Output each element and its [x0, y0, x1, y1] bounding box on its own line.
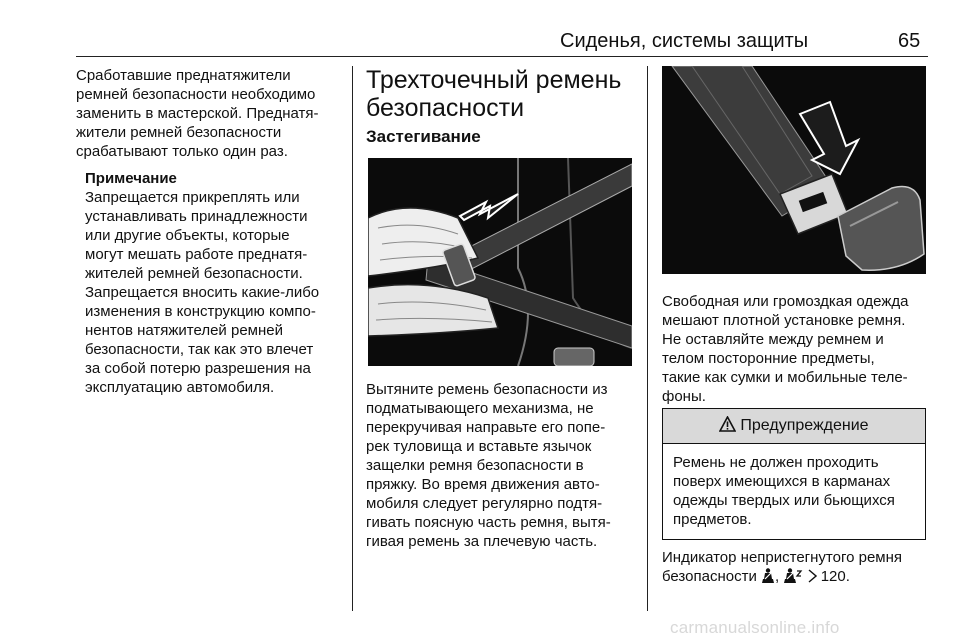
- column-divider-right: [647, 66, 648, 611]
- body-line: Свободная или громоздкая одежда: [662, 293, 909, 310]
- warning-heading: Предупреждение: [740, 417, 869, 434]
- note-line: эксплуатацию автомобиля.: [85, 379, 275, 396]
- indicator-line-2: [662, 567, 932, 589]
- indicator-text: безопасности: [662, 568, 757, 585]
- body-line: гивать поясную часть ремня, вытя-: [366, 514, 611, 531]
- section-title: [366, 66, 621, 122]
- indicator-separator: ,: [775, 568, 780, 585]
- clothing-advice: [662, 292, 932, 406]
- reference-arrow-icon: [808, 569, 817, 588]
- note-heading: Примечание: [85, 170, 177, 187]
- column-divider-left: [352, 66, 353, 611]
- warning-line: предметов.: [673, 511, 752, 528]
- warning-triangle-icon: [719, 416, 736, 437]
- rear-seatbelt-icon: [783, 568, 803, 589]
- body-line: фоны.: [662, 388, 706, 405]
- header-title: Сиденья, системы защиты: [560, 30, 809, 52]
- warning-body: [663, 444, 925, 529]
- left-column: [76, 66, 346, 397]
- intro-line: заменить в мастерской. Преднатя-: [76, 105, 319, 122]
- seatbelt-icon: [761, 568, 775, 589]
- body-line: гивая ремень за плечевую часть.: [366, 533, 598, 550]
- note-line: изменения в конструкцию компо-: [85, 303, 316, 320]
- body-line: подматывающего механизма, не: [366, 400, 594, 417]
- warning-line: Ремень не должен проходить: [673, 454, 879, 471]
- subsection-title: Застегивание: [366, 127, 481, 146]
- note-line: нентов натяжителей ремней: [85, 322, 283, 339]
- intro-line: срабатывают только один раз.: [76, 143, 288, 160]
- body-line: Вытяните ремень безопасности из: [366, 381, 608, 398]
- note-block: [85, 169, 346, 397]
- buckle-closeup-illustration: [662, 66, 926, 274]
- body-line: пряжку. Во время движения авто-: [366, 476, 600, 493]
- section-title-line: Трехточечный ремень: [366, 66, 622, 94]
- body-line: телом посторонние предметы,: [662, 350, 875, 367]
- indicator-reference: [662, 548, 932, 589]
- note-line: безопасности, так как это влечет: [85, 341, 314, 358]
- note-line: жителей ремней безопасности.: [85, 265, 303, 282]
- header-rule: [76, 56, 928, 57]
- note-line: Запрещается вносить какие-либо: [85, 284, 320, 301]
- body-line: перекручивая направьте его попе-: [366, 419, 606, 436]
- intro-line: ремней безопасности необходимо: [76, 86, 316, 103]
- body-line: защелки ремня безопасности в: [366, 457, 584, 474]
- note-line: могут мешать работе преднатя-: [85, 246, 308, 263]
- body-line: рек туловища и вставьте язычок: [366, 438, 592, 455]
- body-line: Не оставляйте между ремнем и: [662, 331, 884, 348]
- note-line: за собой потерю разрешения на: [85, 360, 311, 377]
- buckling-illustration: [368, 158, 632, 366]
- warning-box: [662, 408, 926, 540]
- body-line: такие как сумки и мобильные теле-: [662, 369, 908, 386]
- section-title-line: безопасности: [366, 94, 525, 122]
- warning-line: одежды твердых или бьющихся: [673, 492, 895, 509]
- note-line: устанавливать принадлежности: [85, 208, 308, 225]
- watermark: carmanualsonline.info: [670, 618, 840, 637]
- body-line: мобиля следует регулярно подтя-: [366, 495, 603, 512]
- indicator-line: Индикатор непристегнутого ремня: [662, 549, 903, 566]
- intro-line: Сработавшие преднатяжители: [76, 67, 291, 84]
- page-number: 65: [898, 30, 921, 52]
- warning-line: поверх имеющихся в карманах: [673, 473, 891, 490]
- intro-line: жители ремней безопасности: [76, 124, 282, 141]
- body-line: мешают плотной установке ремня.: [662, 312, 906, 329]
- note-line: или другие объекты, которые: [85, 227, 290, 244]
- warning-header: [663, 409, 925, 444]
- note-line: Запрещается прикреплять или: [85, 189, 300, 206]
- buckling-instructions: [366, 380, 641, 551]
- indicator-page-ref: 120.: [820, 568, 850, 585]
